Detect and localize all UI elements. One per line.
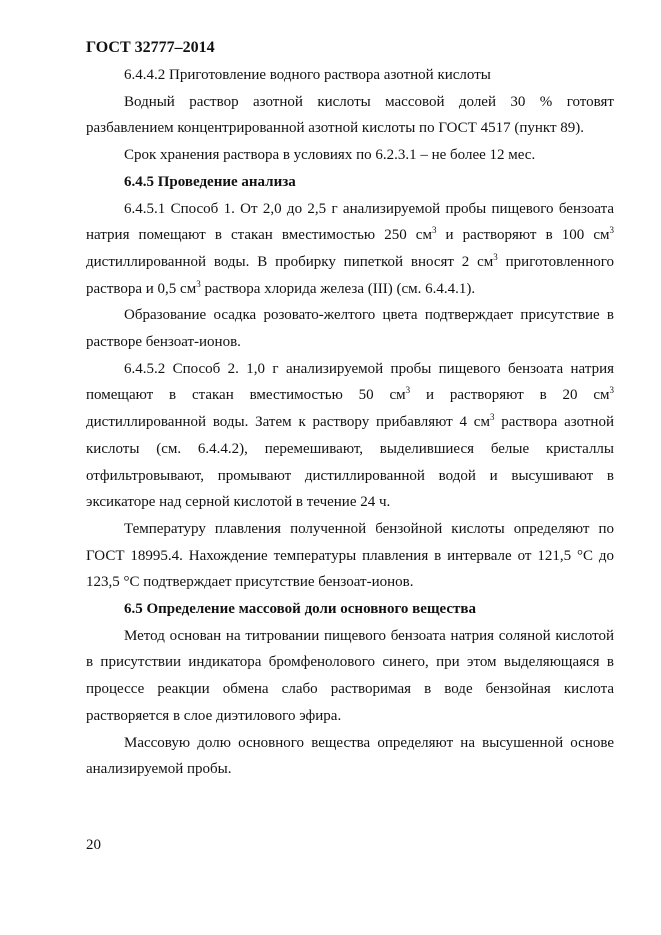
superscript-3: 3 (431, 225, 437, 236)
paragraph-method-description: Метод основан на титровании пищевого бензоата натрия соляной кислотой в присутствии индикатора бромфенолового синего, при этом выделяющаяся в процессе реакции обмена слабо растворимая в воде бензойная кислота растворяется в слое диэтилового эфира. (86, 627, 614, 724)
document-body (86, 62, 614, 783)
page-number: 20 (86, 837, 101, 853)
superscript-3: 3 (405, 385, 411, 396)
method-2-text-a: 6.4.5.2 Способ 2. 1,0 г анализируемой пробы пищевого бензоата натрия помещают в стакан вместимостью 50 см (86, 360, 614, 404)
method-1-text-e: раствора хлорида железа (III) (см. 6.4.4.1). (200, 280, 476, 297)
method-1-text-d: приготовленного раствора и 0,5 см (86, 253, 614, 297)
method-1-text-c: дистиллированной воды. В пробирку пипеткой вносят 2 см (86, 253, 494, 270)
standard-header: ГОСТ 32777–2014 (86, 39, 215, 56)
paragraph-method-2-result: Температуру плавления полученной бензойной кислоты определяют по ГОСТ 18995.4. Нахождение температуры плавления в интервале от 121,5 °С до 123,5 °С подтверждает присутствие бензоат-ионов. (86, 520, 614, 591)
paragraph-storage-term: Срок хранения раствора в условиях по 6.2.3.1 – не более 12 мес. (124, 147, 536, 164)
superscript-3: 3 (609, 385, 614, 396)
method-2-text-c: дистиллированной воды. Затем к раствору прибавляют 4 см (86, 414, 490, 431)
section-title-6-4-4-2: 6.4.4.2 Приготовление водного раствора азотной кислоты (124, 67, 491, 83)
method-2-text-b: и растворяют в 20 см (410, 387, 610, 404)
paragraph-method-1-result: Образование осадка розовато-желтого цвета подтверждает присутствие в растворе бензоат-ионов. (86, 307, 614, 351)
superscript-3: 3 (493, 251, 498, 262)
section-heading-6-4-5: 6.4.5 Проведение анализа (124, 173, 296, 190)
paragraph-method-1 (86, 196, 614, 303)
method-1-text-b: и растворяют в 100 см (436, 227, 610, 244)
method-1-text-a: 6.4.5.1 Способ 1. От 2,0 до 2,5 г анализируемой пробы пищевого бензоата натрия помещают в стакан вместимостью 250 см (86, 200, 614, 244)
superscript-3: 3 (489, 412, 495, 423)
superscript-3: 3 (196, 278, 201, 289)
section-heading-6-5: 6.5 Определение массовой доли основного вещества (124, 601, 477, 618)
paragraph-nitric-acid-solution: Водный раствор азотной кислоты массовой долей 30 % готовят разбавлением концентрированной азотной кислоты по ГОСТ 4517 (пункт 89). (86, 93, 614, 137)
method-2-text-d: раствора азотной кислоты (см. 6.4.4.2), перемешивают, выделившиеся белые кристаллы отфильтровывают, промывают дистиллированной водой и высушивают в эксикаторе над серной кислотой в течение 24 ч. (86, 414, 614, 511)
paragraph-mass-fraction-basis: Массовую долю основного вещества определяют на высушенной основе анализируемой пробы. (86, 734, 614, 778)
paragraph-method-2 (86, 356, 614, 516)
superscript-3: 3 (609, 225, 615, 236)
